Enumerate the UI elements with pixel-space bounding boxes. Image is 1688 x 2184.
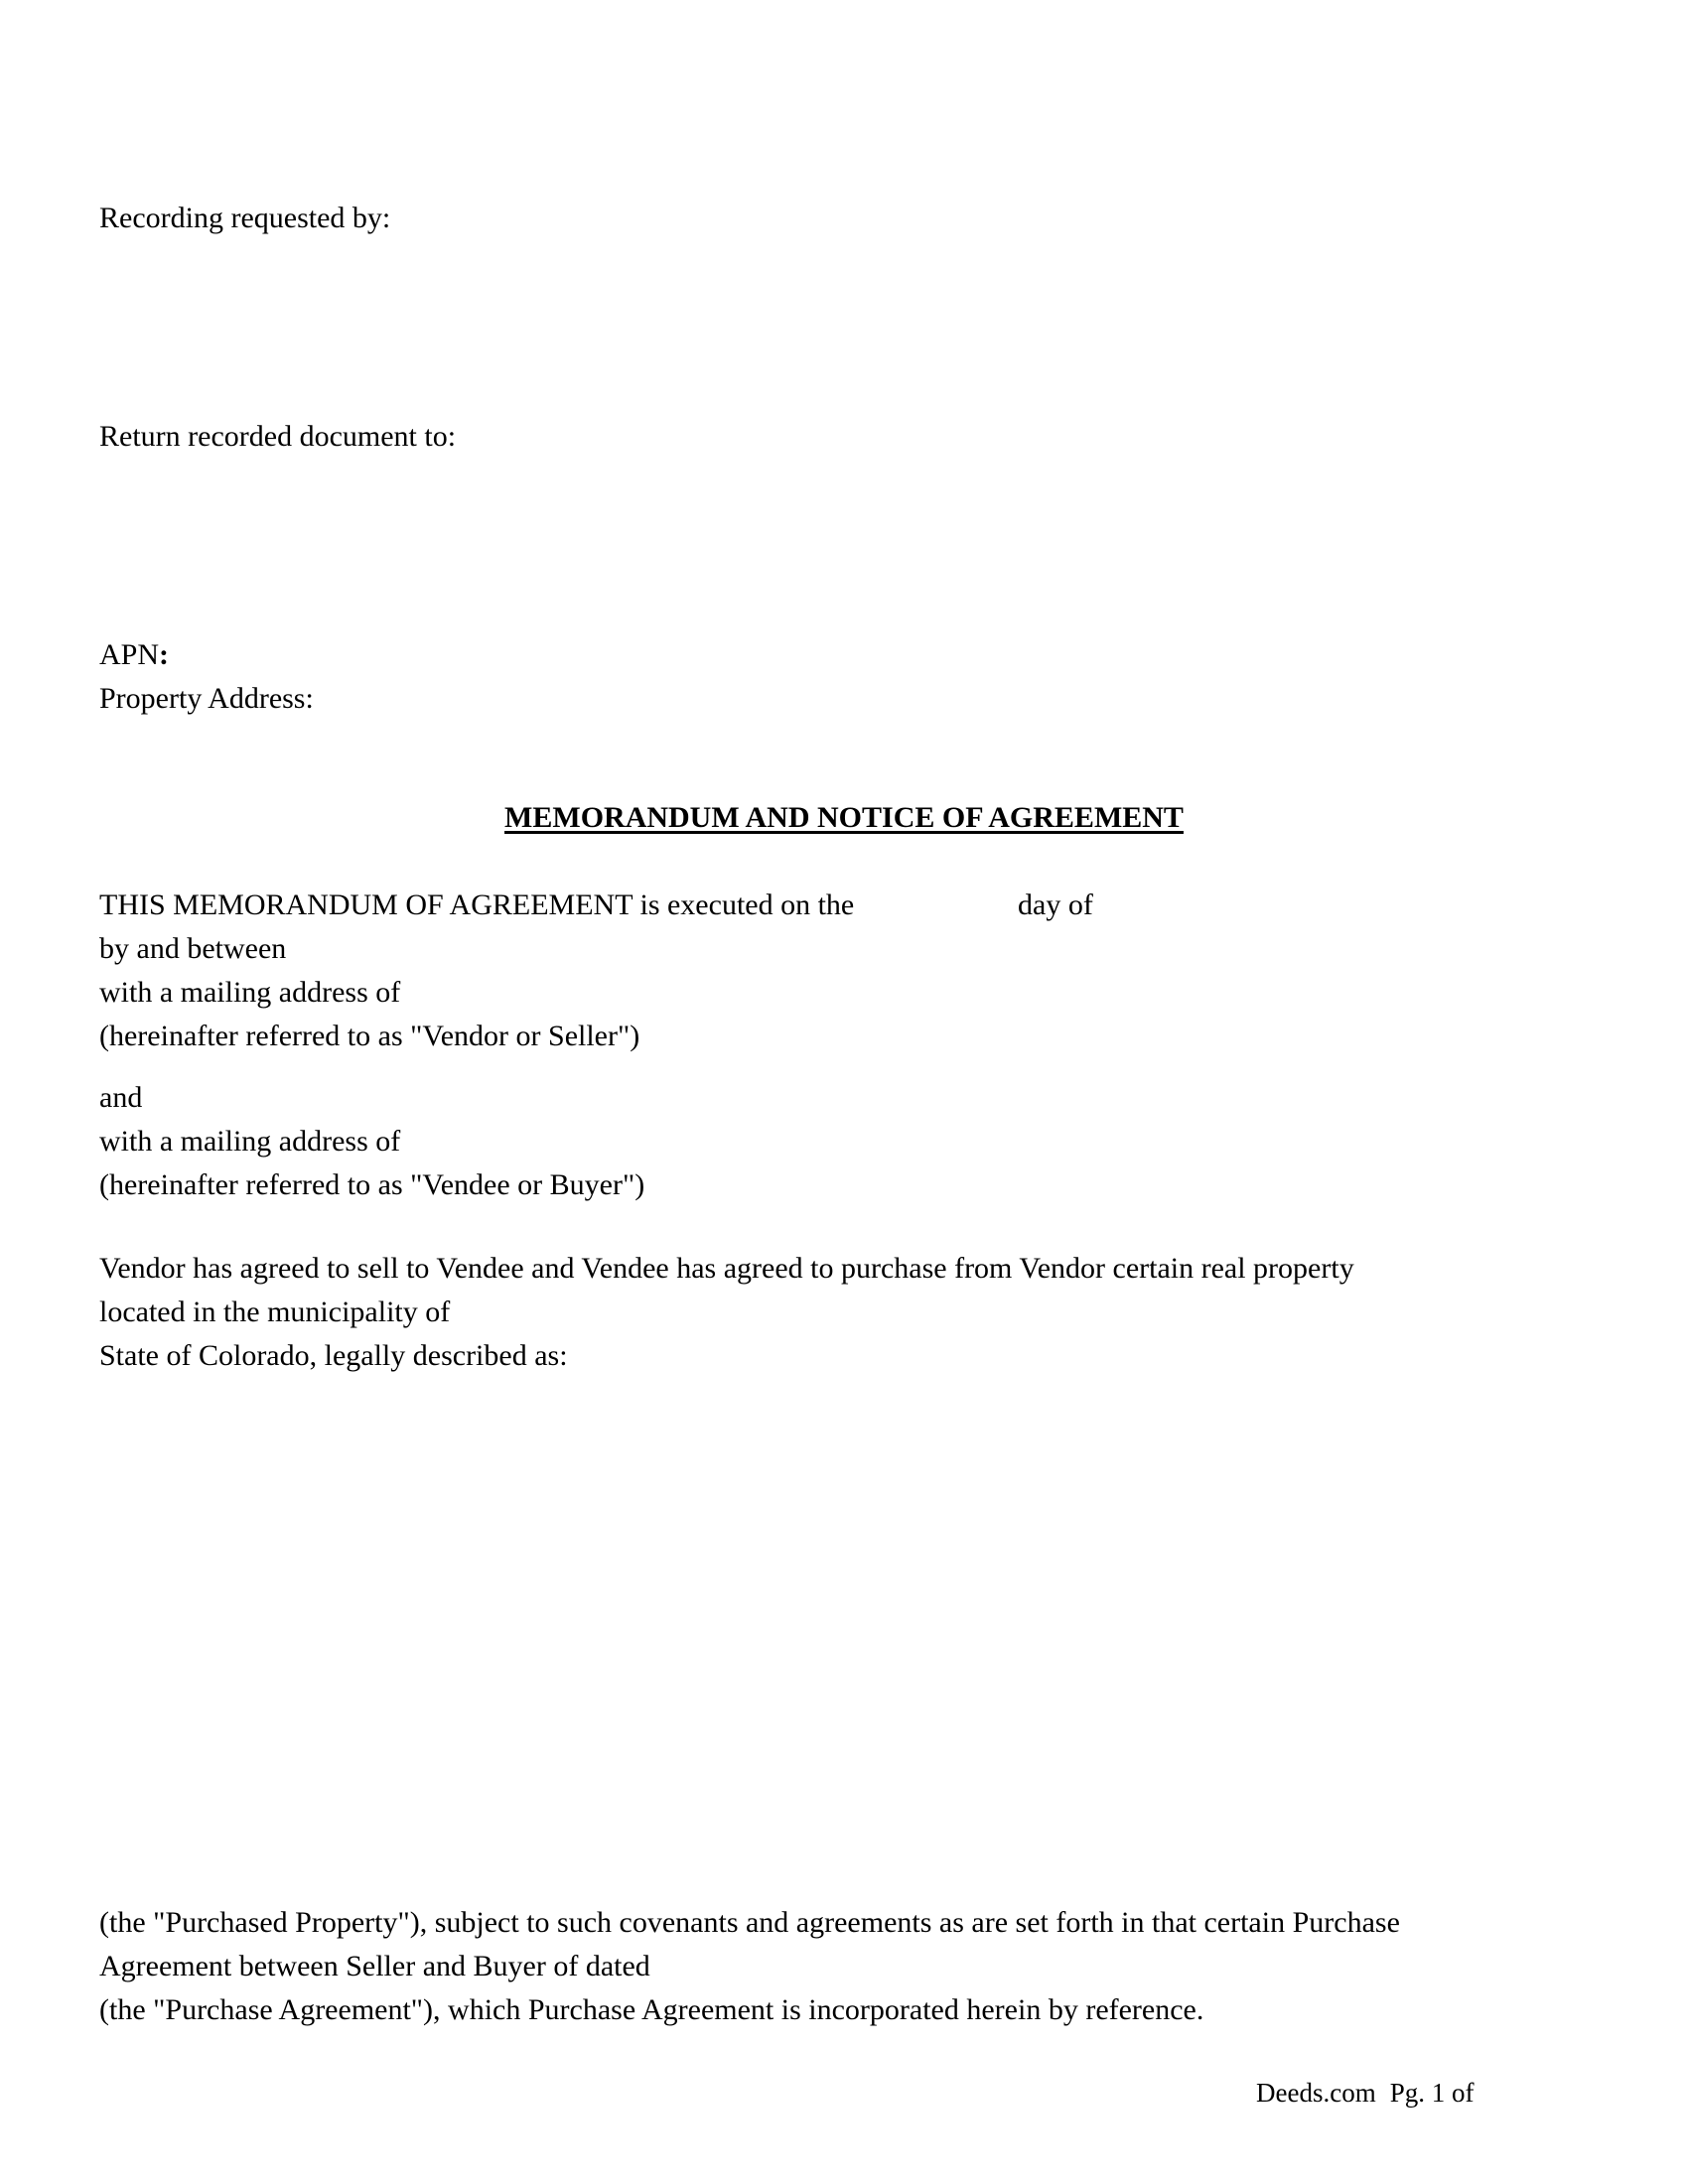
property-address-label: Property Address: — [99, 682, 314, 715]
closing-line-3: (the "Purchase Agreement"), which Purchase Agreement is incorporated herein by reference. — [99, 1993, 1204, 2026]
document-title: MEMORANDUM AND NOTICE OF AGREEMENT — [504, 801, 1184, 834]
recording-requested-by-label: Recording requested by: — [99, 202, 391, 234]
vendor-reference-text: (hereinafter referred to as "Vendor or Seller") — [99, 1020, 640, 1052]
apn-label-text: APN — [99, 638, 160, 671]
executed-on-text: THIS MEMORANDUM OF AGREEMENT is executed on the — [99, 888, 855, 921]
vendee-mailing-address-text: with a mailing address of — [99, 1125, 401, 1158]
footer-page-number: Pg. 1 of — [1389, 2078, 1475, 2108]
and-text: and — [99, 1081, 143, 1114]
apn-label — [99, 633, 169, 677]
property-line-1: Vendor has agreed to sell to Vendee and Vendee has agreed to purchase from Vendor certain real property — [99, 1252, 1354, 1285]
return-recorded-document-label: Return recorded document to: — [99, 420, 457, 453]
vendee-reference-text: (hereinafter referred to as "Vendee or Buyer") — [99, 1168, 645, 1201]
property-line-2: located in the municipality of — [99, 1296, 451, 1328]
apn-label-colon: : — [159, 638, 170, 671]
page-footer — [1256, 2071, 1474, 2115]
property-line-3: State of Colorado, legally described as: — [99, 1339, 568, 1372]
by-and-between-text: by and between — [99, 932, 287, 965]
day-of-text: day of — [1018, 888, 1093, 921]
footer-site: Deeds.com — [1256, 2078, 1376, 2108]
closing-line-1: (the "Purchased Property"), subject to such covenants and agreements as are set forth in that certain Purchase — [99, 1906, 1400, 1939]
closing-line-2: Agreement between Seller and Buyer of dated — [99, 1950, 650, 1982]
vendor-mailing-address-text: with a mailing address of — [99, 976, 401, 1009]
